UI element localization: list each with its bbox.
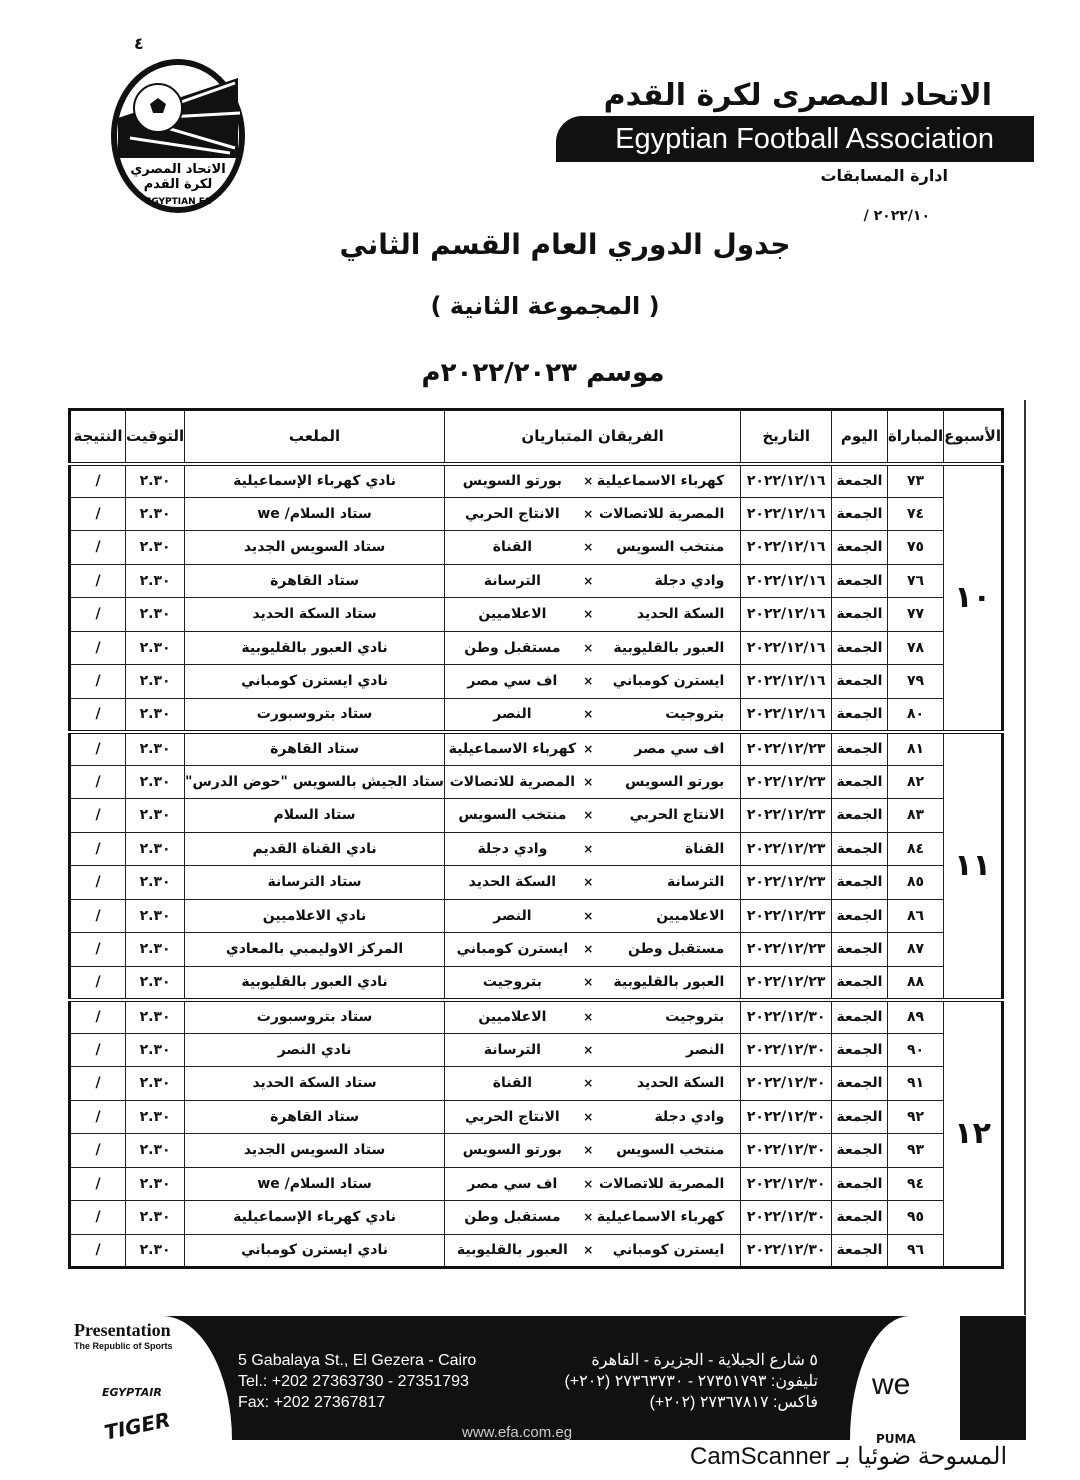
match-number: ٧٦ [887, 564, 943, 598]
table-row [70, 598, 1003, 632]
home-team: مستقبل وطن [597, 933, 741, 967]
vs-sign: × [580, 564, 597, 598]
week-cell: ١٢ [944, 1000, 1003, 1268]
kickoff-time: ٢.٣٠ [126, 1100, 185, 1134]
match-date: ٢٠٢٢/١٢/٢٣ [741, 765, 832, 799]
kickoff-time: ٢.٣٠ [126, 631, 185, 665]
header-date: التاريخ [741, 410, 832, 464]
table-row [70, 966, 1003, 1000]
table-row [70, 665, 1003, 699]
match-day: الجمعة [832, 631, 888, 665]
match-number: ٩١ [887, 1067, 943, 1101]
result: / [70, 832, 126, 866]
stadium: ستاد الجيش بالسويس "حوض الدرس" [185, 765, 445, 799]
match-number: ٩٢ [887, 1100, 943, 1134]
kickoff-time: ٢.٣٠ [126, 966, 185, 1000]
result: / [70, 866, 126, 900]
match-day: الجمعة [832, 799, 888, 833]
away-team: القناة [444, 1067, 579, 1101]
table-row [70, 497, 1003, 531]
sponsor-tiger-logo: TIGER [102, 1407, 173, 1445]
match-number: ٩٤ [887, 1167, 943, 1201]
vs-sign: × [580, 765, 597, 799]
match-day: الجمعة [832, 1100, 888, 1134]
vs-sign: × [580, 598, 597, 632]
table-row [70, 1167, 1003, 1201]
away-team: الانتاج الحربي [444, 497, 579, 531]
kickoff-time: ٢.٣٠ [126, 564, 185, 598]
match-day: الجمعة [832, 464, 888, 498]
scan-edge [1024, 400, 1026, 1315]
match-date: ٢٠٢٢/١٢/٣٠ [741, 1134, 832, 1168]
stadium: المركز الاوليمبي بالمعادي [185, 933, 445, 967]
away-team: بورتو السويس [444, 1134, 579, 1168]
vs-sign: × [580, 1033, 597, 1067]
org-name-en: Egyptian Football Association [556, 116, 1034, 162]
vs-sign: × [580, 866, 597, 900]
result: / [70, 765, 126, 799]
away-team: منتخب السويس [444, 799, 579, 833]
match-day: الجمعة [832, 497, 888, 531]
stadium: ستاد القاهرة [185, 1100, 445, 1134]
away-team: النصر [444, 698, 579, 732]
result: / [70, 631, 126, 665]
table-row [70, 631, 1003, 665]
match-day: الجمعة [832, 765, 888, 799]
match-day: الجمعة [832, 933, 888, 967]
result: / [70, 966, 126, 1000]
address-en-tel: Tel.: +202 27363730 - 27351793 [238, 1373, 469, 1390]
match-number: ٧٤ [887, 497, 943, 531]
group-title: ( المجموعة الثانية ) [430, 292, 660, 320]
result: / [70, 1067, 126, 1101]
match-date: ٢٠٢٢/١٢/٣٠ [741, 1067, 832, 1101]
match-day: الجمعة [832, 1201, 888, 1235]
kickoff-time: ٢.٣٠ [126, 933, 185, 967]
kickoff-time: ٢.٣٠ [126, 1000, 185, 1034]
sponsor-puma-logo: PUMA [876, 1432, 916, 1446]
match-day: الجمعة [832, 966, 888, 1000]
result: / [70, 732, 126, 766]
home-team: ايسترن كومباني [597, 665, 741, 699]
table-row [70, 1000, 1003, 1034]
vs-sign: × [580, 799, 597, 833]
away-team: الترسانة [444, 564, 579, 598]
stadium: نادي القناة القديم [185, 832, 445, 866]
stadium: ستاد السكة الحديد [185, 1067, 445, 1101]
address-ar-street: ٥ شارع الجبلاية - الجزيرة - القاهرة [591, 1352, 818, 1369]
match-number: ٧٥ [887, 531, 943, 565]
away-team: الاعلاميين [444, 598, 579, 632]
match-date: ٢٠٢٢/١٢/١٦ [741, 631, 832, 665]
table-row [70, 531, 1003, 565]
sponsor-presentation-logo [74, 1320, 173, 1351]
kickoff-time: ٢.٣٠ [126, 1201, 185, 1235]
stadium: ستاد السلام/ we [185, 1167, 445, 1201]
home-team: العبور بالقليوبية [597, 966, 741, 1000]
season-title: موسم ٢٠٢٢/٢٠٢٣م [421, 358, 665, 388]
kickoff-time: ٢.٣٠ [126, 665, 185, 699]
kickoff-time: ٢.٣٠ [126, 1234, 185, 1268]
table-row [70, 564, 1003, 598]
address-ar-fax: فاكس: ٢٧٣٦٧٨١٧ (٢٠٢+) [649, 1394, 818, 1411]
org-name-ar: الاتحاد المصرى لكرة القدم [603, 78, 992, 113]
stadium: ستاد السلام [185, 799, 445, 833]
kickoff-time: ٢.٣٠ [126, 899, 185, 933]
match-number: ٨٦ [887, 899, 943, 933]
home-team: الترسانة [597, 866, 741, 900]
kickoff-time: ٢.٣٠ [126, 832, 185, 866]
match-day: الجمعة [832, 598, 888, 632]
home-team: منتخب السويس [597, 1134, 741, 1168]
table-row [70, 765, 1003, 799]
kickoff-time: ٢.٣٠ [126, 1033, 185, 1067]
home-team: القناة [597, 832, 741, 866]
header-day: اليوم [832, 410, 888, 464]
match-number: ٨١ [887, 732, 943, 766]
kickoff-time: ٢.٣٠ [126, 732, 185, 766]
result: / [70, 1100, 126, 1134]
match-number: ٧٣ [887, 464, 943, 498]
result: / [70, 1134, 126, 1168]
home-team: العبور بالقليوبية [597, 631, 741, 665]
result: / [70, 497, 126, 531]
away-team: مستقبل وطن [444, 631, 579, 665]
table-row [70, 899, 1003, 933]
vs-sign: × [580, 1234, 597, 1268]
match-day: الجمعة [832, 531, 888, 565]
stadium: نادي العبور بالقليوبية [185, 631, 445, 665]
header-week: الأسبوع [944, 410, 1003, 464]
home-team: السكة الحديد [597, 598, 741, 632]
match-day: الجمعة [832, 1067, 888, 1101]
vs-sign: × [580, 1201, 597, 1235]
kickoff-time: ٢.٣٠ [126, 497, 185, 531]
table-header-row [70, 410, 1003, 464]
result: / [70, 899, 126, 933]
vs-sign: × [580, 1067, 597, 1101]
kickoff-time: ٢.٣٠ [126, 765, 185, 799]
vs-sign: × [580, 531, 597, 565]
stadium: نادي العبور بالقليوبية [185, 966, 445, 1000]
kickoff-time: ٢.٣٠ [126, 866, 185, 900]
camscanner-watermark: المسوحة ضوئيا بـ CamScanner [690, 1443, 1008, 1470]
match-date: ٢٠٢٢/١٢/٢٣ [741, 966, 832, 1000]
stadium: ستاد السويس الجديد [185, 1134, 445, 1168]
match-number: ٨٠ [887, 698, 943, 732]
match-day: الجمعة [832, 1033, 888, 1067]
stadium: ستاد السكة الحديد [185, 598, 445, 632]
match-number: ٧٩ [887, 665, 943, 699]
kickoff-time: ٢.٣٠ [126, 1067, 185, 1101]
away-team: بتروجيت [444, 966, 579, 1000]
match-date: ٢٠٢٢/١٢/١٦ [741, 665, 832, 699]
match-day: الجمعة [832, 1000, 888, 1034]
match-date: ٢٠٢٢/١٢/٢٣ [741, 899, 832, 933]
schedule-table [68, 408, 1004, 1269]
stadium: ستاد بتروسبورت [185, 1000, 445, 1034]
table-row [70, 1134, 1003, 1168]
match-number: ٧٨ [887, 631, 943, 665]
result: / [70, 1201, 126, 1235]
website-link[interactable]: www.efa.com.eg [462, 1424, 573, 1441]
match-date: ٢٠٢٢/١٢/١٦ [741, 464, 832, 498]
vs-sign: × [580, 665, 597, 699]
header-result: النتيجة [70, 410, 126, 464]
match-date: ٢٠٢٢/١٢/٢٣ [741, 933, 832, 967]
match-date: ٢٠٢٢/١٢/٣٠ [741, 1100, 832, 1134]
address-en-fax: Fax: +202 27367817 [238, 1394, 386, 1411]
match-number: ٨٧ [887, 933, 943, 967]
away-team: الانتاج الحربي [444, 1100, 579, 1134]
vs-sign: × [580, 1134, 597, 1168]
result: / [70, 531, 126, 565]
table-row [70, 732, 1003, 766]
match-day: الجمعة [832, 698, 888, 732]
stadium: نادي ايسترن كومباني [185, 1234, 445, 1268]
vs-sign: × [580, 1167, 597, 1201]
stadium: نادي كهرباء الإسماعيلية [185, 464, 445, 498]
department: ادارة المسابقات [820, 166, 948, 185]
home-team: النصر [597, 1033, 741, 1067]
vs-sign: × [580, 1000, 597, 1034]
efa-logo [110, 58, 246, 214]
match-date: ٢٠٢٢/١٢/١٦ [741, 497, 832, 531]
result: / [70, 1234, 126, 1268]
table-row [70, 1100, 1003, 1134]
table-row [70, 1201, 1003, 1235]
home-team: السكة الحديد [597, 1067, 741, 1101]
result: / [70, 598, 126, 632]
match-number: ٨٨ [887, 966, 943, 1000]
result: / [70, 1167, 126, 1201]
stadium: ستاد القاهرة [185, 732, 445, 766]
result: / [70, 933, 126, 967]
table-row [70, 933, 1003, 967]
away-team: الترسانة [444, 1033, 579, 1067]
table-row [70, 866, 1003, 900]
home-team: اف سي مصر [597, 732, 741, 766]
header-time: التوقيت [126, 410, 185, 464]
stadium: ستاد السلام/ we [185, 497, 445, 531]
table-row [70, 698, 1003, 732]
home-team: المصرية للاتصالات [597, 497, 741, 531]
reference-date: / ٢٠٢٢/١٠ [863, 208, 930, 224]
sponsor-presentation-tagline: The Republic of Sports [74, 1341, 173, 1351]
away-team: الاعلاميين [444, 1000, 579, 1034]
home-team: بتروجيت [597, 698, 741, 732]
match-number: ٨٩ [887, 1000, 943, 1034]
home-team: وادي دجلة [597, 564, 741, 598]
away-team: مستقبل وطن [444, 1201, 579, 1235]
table-row [70, 799, 1003, 833]
home-team: بورتو السويس [597, 765, 741, 799]
match-number: ٨٤ [887, 832, 943, 866]
stadium: نادي النصر [185, 1033, 445, 1067]
sponsor-presentation-name: Presentation [74, 1320, 171, 1340]
match-date: ٢٠٢٢/١٢/٣٠ [741, 1167, 832, 1201]
match-number: ٩٣ [887, 1134, 943, 1168]
table-row [70, 1067, 1003, 1101]
match-number: ٨٥ [887, 866, 943, 900]
result: / [70, 665, 126, 699]
away-team: النصر [444, 899, 579, 933]
home-team: منتخب السويس [597, 531, 741, 565]
match-day: الجمعة [832, 564, 888, 598]
away-team: العبور بالقليوبية [444, 1234, 579, 1268]
match-date: ٢٠٢٢/١٢/٣٠ [741, 1033, 832, 1067]
match-date: ٢٠٢٢/١٢/٢٣ [741, 866, 832, 900]
vs-sign: × [580, 631, 597, 665]
match-date: ٢٠٢٢/١٢/٣٠ [741, 1201, 832, 1235]
match-number: ٩٥ [887, 1201, 943, 1235]
kickoff-time: ٢.٣٠ [126, 598, 185, 632]
svg-text:الاتحاد المصري: الاتحاد المصري [130, 162, 226, 177]
home-team: كهرباء الاسماعيلية [597, 464, 741, 498]
match-date: ٢٠٢٢/١٢/٢٣ [741, 832, 832, 866]
document-title: جدول الدوري العام القسم الثاني [339, 228, 791, 261]
sponsor-egyptair-logo: EGYPTAIR [102, 1386, 162, 1399]
match-date: ٢٠٢٢/١٢/٣٠ [741, 1000, 832, 1034]
address-ar-tel: تليفون: ٢٧٣٥١٧٩٣ - ٢٧٣٦٣٧٣٠ (٢٠٢+) [564, 1373, 818, 1390]
match-date: ٢٠٢٢/١٢/١٦ [741, 564, 832, 598]
page-number: ٤ [134, 34, 144, 53]
header-teams: الفريقان المتباريان [444, 410, 740, 464]
away-team: اف سي مصر [444, 665, 579, 699]
result: / [70, 1033, 126, 1067]
stadium: ستاد السويس الجديد [185, 531, 445, 565]
vs-sign: × [580, 1100, 597, 1134]
stadium: ستاد الترسانة [185, 866, 445, 900]
header-stadium: الملعب [185, 410, 445, 464]
match-day: الجمعة [832, 665, 888, 699]
vs-sign: × [580, 464, 597, 498]
match-date: ٢٠٢٢/١٢/٣٠ [741, 1234, 832, 1268]
stadium: نادي كهرباء الإسماعيلية [185, 1201, 445, 1235]
kickoff-time: ٢.٣٠ [126, 1134, 185, 1168]
vs-sign: × [580, 933, 597, 967]
home-team: بتروجيت [597, 1000, 741, 1034]
vs-sign: × [580, 732, 597, 766]
kickoff-time: ٢.٣٠ [126, 698, 185, 732]
match-date: ٢٠٢٢/١٢/٢٣ [741, 799, 832, 833]
svg-text:لكرة القدم: لكرة القدم [143, 177, 213, 192]
vs-sign: × [580, 966, 597, 1000]
match-day: الجمعة [832, 866, 888, 900]
table-row [70, 832, 1003, 866]
kickoff-time: ٢.٣٠ [126, 799, 185, 833]
svg-text:EGYPTIAN FA: EGYPTIAN FA [145, 197, 211, 207]
address-ar [564, 1350, 818, 1413]
home-team: كهرباء الاسماعيلية [597, 1201, 741, 1235]
match-number: ٨٢ [887, 765, 943, 799]
address-en [238, 1350, 476, 1413]
address-en-street: 5 Gabalaya St., El Gezera - Cairo [238, 1352, 477, 1369]
kickoff-time: ٢.٣٠ [126, 464, 185, 498]
away-team: بورتو السويس [444, 464, 579, 498]
away-team: المصرية للاتصالات [444, 765, 579, 799]
week-cell: ١١ [944, 732, 1003, 1000]
match-day: الجمعة [832, 1134, 888, 1168]
away-team: وادي دجلة [444, 832, 579, 866]
stadium: نادي الاعلاميين [185, 899, 445, 933]
match-date: ٢٠٢٢/١٢/٢٣ [741, 732, 832, 766]
result: / [70, 564, 126, 598]
match-number: ٩٦ [887, 1234, 943, 1268]
stadium: ستاد القاهرة [185, 564, 445, 598]
table-row [70, 1033, 1003, 1067]
match-date: ٢٠٢٢/١٢/١٦ [741, 531, 832, 565]
match-day: الجمعة [832, 1234, 888, 1268]
match-day: الجمعة [832, 732, 888, 766]
away-team: اف سي مصر [444, 1167, 579, 1201]
match-number: ٧٧ [887, 598, 943, 632]
result: / [70, 464, 126, 498]
week-cell: ١٠ [944, 464, 1003, 732]
home-team: وادي دجلة [597, 1100, 741, 1134]
vs-sign: × [580, 698, 597, 732]
header-match: المباراة [887, 410, 943, 464]
match-day: الجمعة [832, 899, 888, 933]
stadium: نادي ايسترن كومباني [185, 665, 445, 699]
vs-sign: × [580, 899, 597, 933]
result: / [70, 1000, 126, 1034]
result: / [70, 698, 126, 732]
match-number: ٩٠ [887, 1033, 943, 1067]
sponsor-we-logo: we [872, 1368, 911, 1401]
kickoff-time: ٢.٣٠ [126, 1167, 185, 1201]
match-day: الجمعة [832, 832, 888, 866]
home-team: ايسترن كومباني [597, 1234, 741, 1268]
match-date: ٢٠٢٢/١٢/١٦ [741, 598, 832, 632]
match-number: ٨٣ [887, 799, 943, 833]
stadium: ستاد بتروسبورت [185, 698, 445, 732]
away-team: كهرباء الاسماعيلية [444, 732, 579, 766]
home-team: الاعلاميين [597, 899, 741, 933]
match-date: ٢٠٢٢/١٢/١٦ [741, 698, 832, 732]
vs-sign: × [580, 832, 597, 866]
table-row [70, 464, 1003, 498]
home-team: المصرية للاتصالات [597, 1167, 741, 1201]
kickoff-time: ٢.٣٠ [126, 531, 185, 565]
home-team: الانتاج الحربي [597, 799, 741, 833]
away-team: القناة [444, 531, 579, 565]
table-row [70, 1234, 1003, 1268]
away-team: السكة الحديد [444, 866, 579, 900]
away-team: ايسترن كومباني [444, 933, 579, 967]
vs-sign: × [580, 497, 597, 531]
match-day: الجمعة [832, 1167, 888, 1201]
result: / [70, 799, 126, 833]
